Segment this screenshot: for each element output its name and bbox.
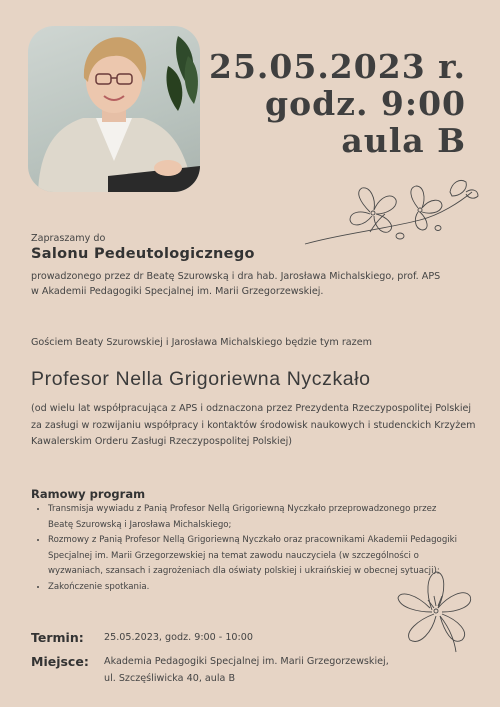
program-title: Ramowy program: [31, 487, 146, 501]
salon-name: Salonu Pedeutologicznego: [31, 246, 255, 262]
program-item: • Rozmowy z Panią Profesor Nellą Grigoriewną Nyczkało oraz pracownikami Akademii Pedagogiki Specjalnej im. Marii Grzegorzewskiej na temat zawodu nauczyciela (w szczególności o wyzwaniach, szansach i zagrożeniach dla oświaty polskiej i ukraińskiej w obecnej sytuacji);: [48, 533, 458, 580]
flower-branch-icon: [300, 172, 480, 252]
event-date: 25.05.2023 r.: [208, 47, 466, 86]
event-room: aula B: [341, 121, 466, 160]
led-by-line-2: w Akademii Pedagogiki Specjalnej im. Marii Grzegorzewskiej.: [31, 286, 324, 297]
program-item: • Zakończenie spotkania.: [48, 580, 458, 596]
termin-label: Termin:: [31, 630, 84, 645]
invite-intro: Zapraszamy do: [31, 233, 106, 244]
guest-photo-illustration: [28, 26, 200, 192]
guest-intro: Gościem Beaty Szurowskiej i Jarosława Michalskiego będzie tym razem: [31, 337, 372, 348]
flower-icon: [390, 566, 480, 656]
miejsce-line-2: ul. Szczęśliwicka 40, aula B: [104, 673, 236, 684]
event-time: godz. 9:00: [265, 84, 466, 123]
event-date-block: [209, 48, 466, 159]
led-by-line-1: prowadzonego przez dr Beatę Szurowską i dra hab. Jarosława Michalskiego, prof. APS: [31, 271, 441, 282]
guest-photo: [28, 26, 200, 192]
termin-value: 25.05.2023, godz. 9:00 - 10:00: [104, 632, 253, 643]
miejsce-line-1: Akademia Pedagogiki Specjalnej im. Marii Grzegorzewskiej,: [104, 656, 389, 667]
guest-description: (od wielu lat współpracująca z APS i odznaczona przez Prezydenta Rzeczypospolitej Polskiej za zasługi w rozwijaniu współpracy i kontaktów środowisk naukowych i studenckich Krzyżem Kawalerskim Orderu Zasługi Rzeczypospolitej Polskiej): [31, 403, 476, 447]
guest-name: Profesor Nella Grigoriewna Nyczkało: [31, 368, 371, 390]
miejsce-label: Miejsce:: [31, 654, 89, 669]
program-item: • Transmisja wywiadu z Panią Profesor Nellą Grigoriewną Nyczkało przeprowadzonego przez Beatę Szurowską i Jarosława Michalskiego;: [48, 502, 458, 533]
